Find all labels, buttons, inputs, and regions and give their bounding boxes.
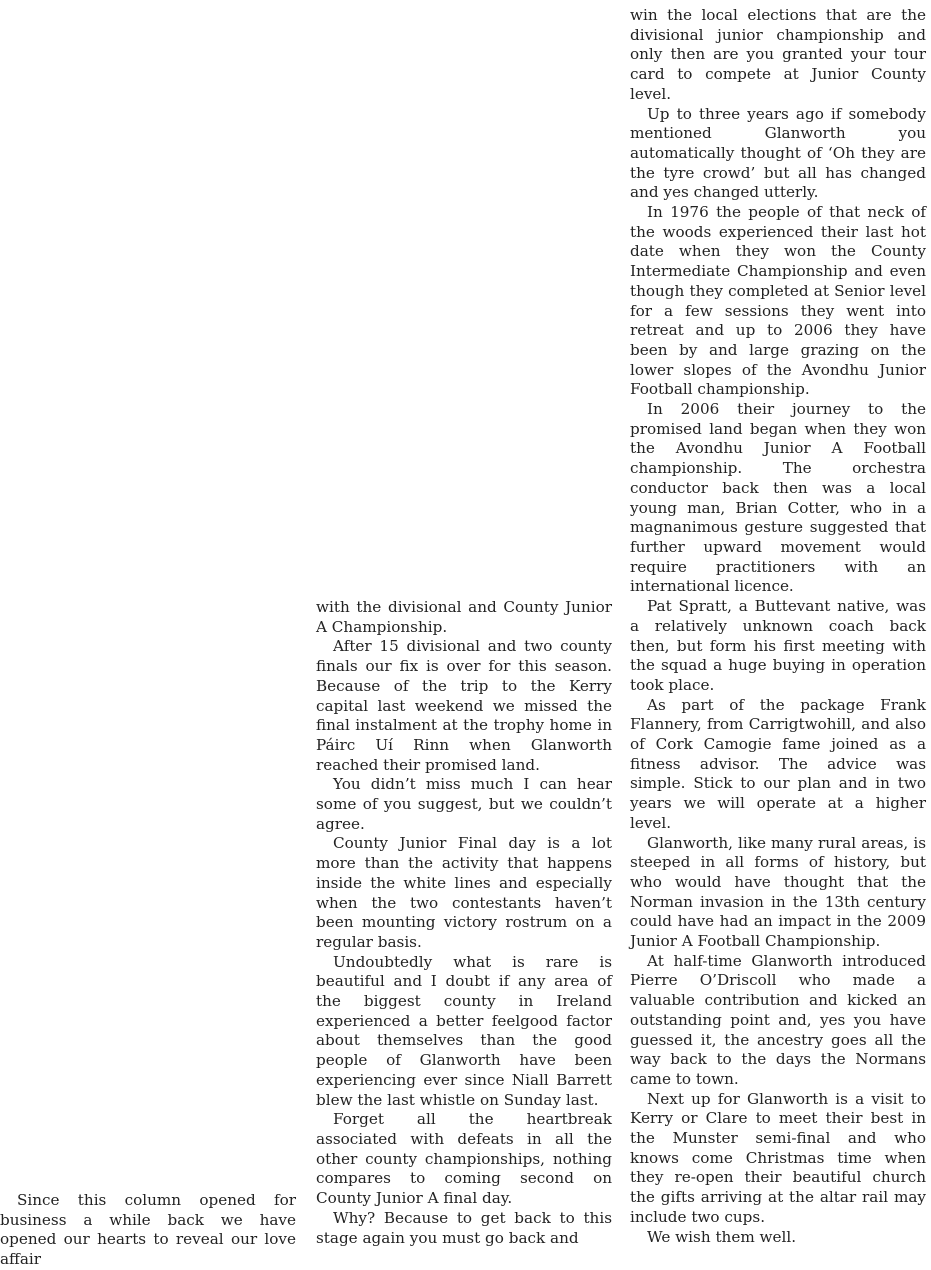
paragraph: Forget all the heartbreak associated with defeats in all the other county championships, nothing compares to coming second on County Junior A final day. [316, 1110, 612, 1208]
paragraph: win the local elections that are the divisional junior championship and only then are you granted your tour card to compete at Junior County level. [630, 6, 926, 103]
paragraph: After 15 divisional and two county finals our fix is over for this season. Because of the trip to the Kerry capital last weekend we missed the final instalment at the trophy home in Páirc Uí Rinn when Glanworth reached their promised land. [316, 637, 612, 774]
article-column-2 [316, 598, 612, 1248]
paragraph: In 2006 their journey to the promised land began when they won the Avondhu Junior A Football championship. The orchestra conductor back then was a local young man, Brian Cotter, who in a magnanimous gesture suggested that further upward movement would require practitioners with an international licence. [630, 400, 926, 596]
paragraph: We wish them well. [647, 1227, 797, 1246]
article-column-3 [630, 6, 926, 1247]
paragraph: You didn’t miss much I can hear some of you suggest, but we couldn’t agree. [316, 775, 612, 833]
paragraph: Since this column opened for business a while back we have opened our hearts to reveal our love affair [0, 1191, 296, 1269]
paragraph: As part of the package Frank Flannery, from Carrigtwohill, and also of Cork Camogie fame joined as a fitness advisor. The advice was simple. Stick to our plan and in two years we will operate at a higher level. [630, 695, 926, 832]
paragraph: Pat Spratt, a Buttevant native, was a relatively unknown coach back then, but form his first meeting with the squad a huge buying in operation took place. [630, 597, 926, 694]
paragraph: In 1976 the people of that neck of the woods experienced their last hot date when they won the County Intermediate Championship and even though they completed at Senior level for a few sessions they went into retreat and up to 2006 they have been by and large grazing on the lower slopes of the Avondhu Junior Football championship. [630, 203, 926, 399]
paragraph: County Junior Final day is a lot more than the activity that happens inside the white lines and especially when the two contestants haven’t been mounting victory rostrum on a regular basis. [316, 834, 612, 951]
paragraph: Glanworth, like many rural areas, is steeped in all forms of history, but who would have thought that the Norman invasion in the 13th century could have had an impact in the 2009 Junior A Football Championship. [630, 833, 926, 951]
paragraph: Up to three years ago if somebody mentioned Glanworth you automatically thought of ‘Oh they are the tyre crowd’ but all has changed and yes changed utterly. [630, 104, 926, 202]
paragraph: Undoubtedly what is rare is beautiful and I doubt if any area of the biggest county in Ireland experienced a better feelgood factor about themselves than the good people of Glanworth have been experiencing ever since Niall Barrett blew the last whistle on Sunday last. [316, 952, 612, 1109]
paragraph: with the divisional and County Junior A Championship. [316, 598, 612, 636]
paragraph: At half-time Glanworth introduced Pierre O’Driscoll who made a valuable contribution and kicked an outstanding point and, yes you have guessed it, the ancestry goes all the way back to the days the Normans came to town. [630, 951, 926, 1088]
paragraph: Why? Because to get back to this stage again you must go back and [316, 1208, 612, 1247]
paragraph: Next up for Glanworth is a visit to Kerry or Clare to meet their best in the Munster semi-final and who knows come Christmas time when they re-open their beautiful church the gifts arriving at the altar rail may include two cups. [630, 1089, 926, 1226]
article-column-1 [0, 1191, 296, 1270]
